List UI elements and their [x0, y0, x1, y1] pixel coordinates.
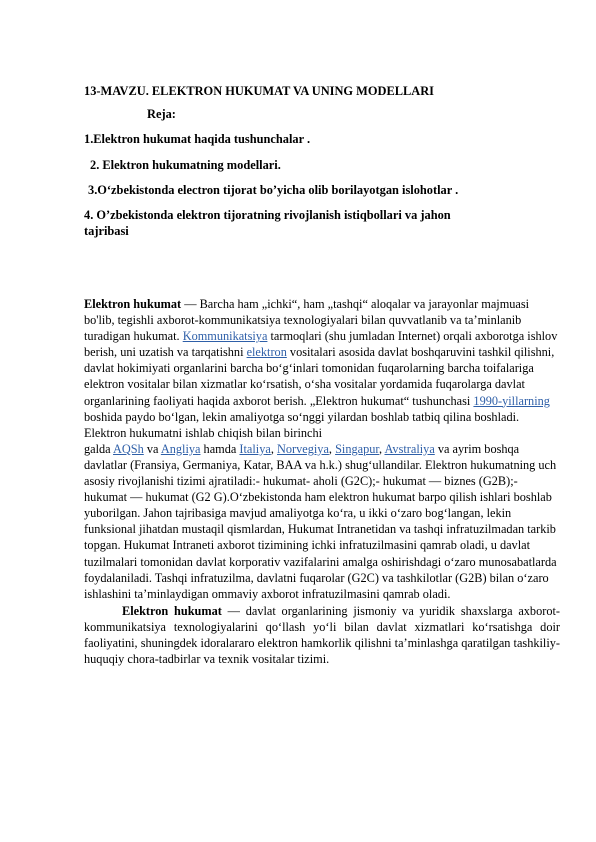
- paragraph-1: [84, 296, 560, 602]
- paragraph-text: va: [143, 441, 161, 456]
- plan-item-4-cont: tajribasi: [84, 224, 129, 238]
- separator: ,: [328, 441, 336, 456]
- separator: ,: [270, 441, 277, 456]
- plan-item-3: 3.O‘zbekistonda electron tijorat bo’yicha olib borilayotgan islohotlar .: [88, 183, 459, 197]
- plan-item-1: 1.Elektron hukumat haqida tushunchalar .: [84, 132, 311, 146]
- plan-item-4: 4. O’zbekistonda elektron tijoratning rivojlanish istiqbollari va jahon: [84, 208, 451, 222]
- link-italiya[interactable]: Italiya: [239, 441, 271, 456]
- page-title: 13-MAVZU. ELEKTRON HUKUMAT VA UNING MODELLARI: [84, 84, 434, 98]
- link-avstraliya[interactable]: Avstraliya: [384, 441, 435, 456]
- paragraph-text: boshida paydo bo‘lgan, lekin amaliyotga so‘nggi yilardan boshlab tatbiq qilina boshladi. Elektron hukumatni ishlab chiqish bilan birinchi: [84, 409, 520, 440]
- link-elektron[interactable]: elektron: [246, 345, 287, 360]
- body-text: [84, 296, 560, 667]
- paragraph-text: tarmoqlari (shu jumladan Internet) orqali axborotga ishlov berish, uni uzatish va tarqatishni: [84, 329, 558, 360]
- link-norvegiya[interactable]: Norvegiya: [277, 441, 329, 456]
- link-aqsh[interactable]: AQSh: [113, 441, 144, 456]
- link-angliya[interactable]: Angliya: [160, 441, 201, 456]
- link-1990-yillarning[interactable]: 1990-yillarning: [473, 393, 550, 408]
- paragraph-text: — davlat organlarining jismoniy va yuridik shaxslarga axborot-kommunikatsiya texnologiyalarini qo‘llash yo‘li bilan davlat xizmatlari ko‘rsatishga doir faoliyatini, shuningdek idoralararo elektron hamkorlik qilishni ta’minlashga qaratilgan tashkiliy-huquqiy chora-tadbirlar va texnik vositalar tizimi.: [84, 603, 560, 667]
- paragraph-text: hamda: [200, 441, 240, 456]
- plan-label: Reja:: [147, 107, 176, 121]
- separator: ,: [378, 441, 385, 456]
- plan-item-2: 2. Elektron hukumatning modellari.: [90, 158, 281, 172]
- link-singapur[interactable]: Singapur: [335, 441, 379, 456]
- paragraph-text: — Barcha ham „ichki“, ham „tashqi“ aloqalar va jarayonlar majmuasi bo'lib, tegishli axborot-kommunikatsiya texnologiyalari bilan quvvatlanib va ta’minlanib turadigan hukumat.: [84, 297, 530, 344]
- paragraph-text: va ayrim boshqa davlatlar (Fransiya, Germaniya, Katar, BAA va h.k.) shug‘ullandilar. Elektron hukumatning uch asosiy rivojlanishi tizimi ajratiladi:- hukumat- aholi (G2C);- hukumat — biznes (G2B);- hukumat — hukumat (G2 G).O‘zbekistonda ham elektron hukumat barpo qilish ishlari boshlab yuborilgan. Jahon tajribasiga mavjud amaliyotga ko‘ra, u ikki o‘zaro bog‘langan, lekin funksional jihatdan mustaqil qismlardan, Hukumat Intranetidan va tashqi infratuzilmadan tarkib topgan. Hukumat Intraneti axborot tizimining ichki infratuzilmasini qamrab oladi, u davlat tuzilmalari tomonidan davlat korporativ vazifalarini amalga oshirishdagi o‘zaro munosabatlarda foydalaniladi. Tashqi infratuzilma, davlatni fuqarolar (G2C) va tashkilotlar (G2B) bilan o‘zaro ishlashini ta’minlaydigan ommaviy axborot infratuzilmasini qamrab oladi.: [84, 441, 557, 601]
- paragraph-text: vositalari asosida davlat boshqaruvini tashkil qilishni, davlat hokimiyati organlarini barcha bo‘g‘inlari tomonidan fuqarolarning barcha toifalariga elektron vositalar bilan xizmatlar ko‘rsatish, o‘sha vositalar yordamida fuqarolarga davlat organlarining faoliyati haqida axborot berish. „Elektron hukumat“ tushunchasi: [84, 345, 555, 408]
- term-elektron-hukumat: Elektron hukumat: [84, 297, 182, 311]
- paragraph-text: galda: [84, 441, 114, 456]
- link-kommunikatsiya[interactable]: Kommunikatsiya: [182, 329, 268, 344]
- paragraph-2: [84, 603, 560, 667]
- term-elektron-hukumat-2: Elektron hukumat: [122, 603, 222, 618]
